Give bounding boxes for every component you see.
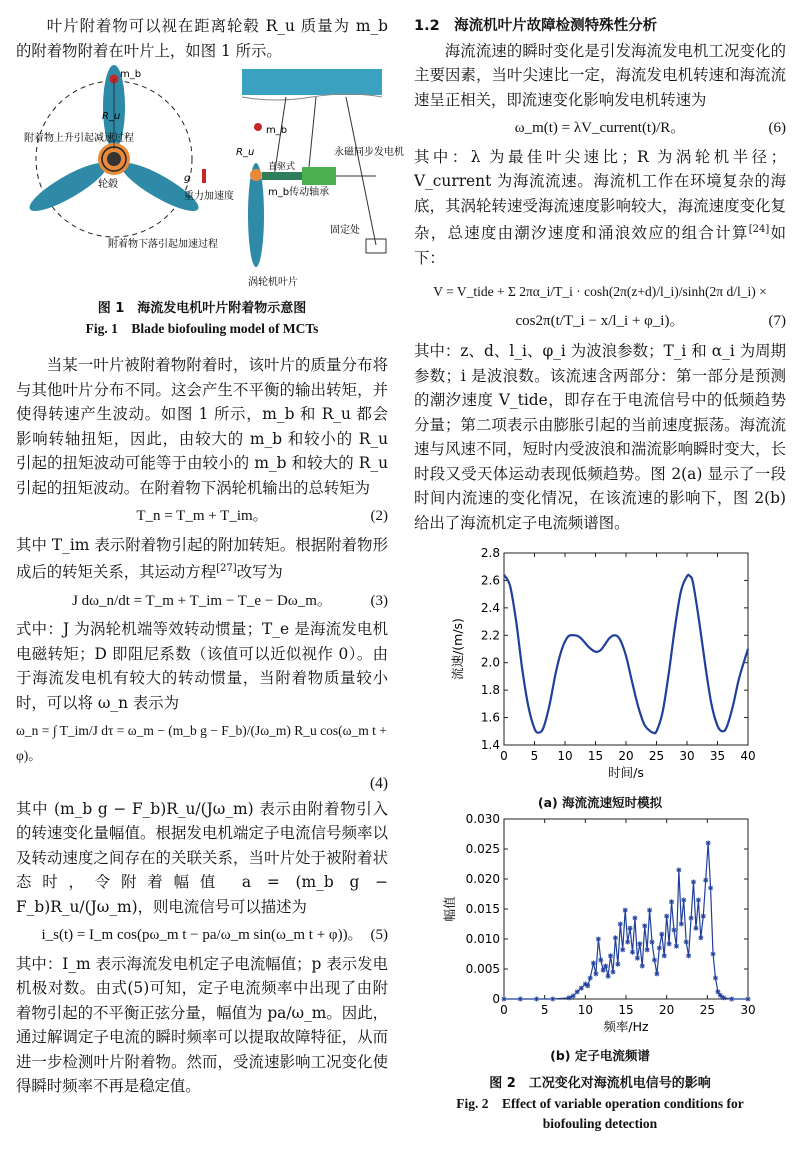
x-tick-label: 5 — [540, 1002, 549, 1017]
label-ru-side: R_u — [236, 147, 255, 158]
label-blade: 涡轮机叶片 — [248, 277, 298, 288]
data-point — [534, 996, 539, 1001]
data-point — [591, 960, 596, 965]
data-point — [691, 879, 696, 884]
x-tick-label: 30 — [679, 749, 695, 763]
data-point — [729, 996, 734, 1001]
data-point — [698, 935, 703, 940]
data-point — [610, 969, 615, 974]
y-tick-label: 0.020 — [465, 871, 500, 886]
y-tick-label: 0.030 — [465, 811, 500, 826]
data-point — [596, 936, 601, 941]
data-point — [657, 945, 662, 950]
equation-7b: cos2π(t/T_i − x/l_i + φ_i)。 (7) — [515, 312, 786, 329]
data-point — [588, 975, 593, 980]
label-up: 附着物上升引起减速过程 — [24, 133, 134, 144]
data-point — [603, 963, 608, 968]
data-point — [689, 915, 694, 920]
data-point — [681, 897, 686, 902]
data-point — [679, 921, 684, 926]
label-direct: 直驱式 — [268, 162, 296, 172]
equation-7a: V = V_tide + Σ 2πα_i/T_i · cosh(2π(z+d)/l_i)/sinh(2π d/l_i) × — [433, 284, 767, 299]
y-axis-label: 流速/(m/s) — [450, 618, 465, 680]
label-g: g — [184, 173, 191, 184]
data-point — [608, 953, 613, 958]
data-point — [601, 967, 606, 972]
figure-2 — [414, 545, 786, 1134]
y-tick-label: 0.005 — [465, 961, 500, 976]
figure-1-caption-en: Fig. 1 Blade biofouling model of MCTs — [85, 321, 319, 336]
data-point — [708, 885, 713, 890]
paragraph: 其中：z、d、l_i、φ_i 为波浪参数；T_i 和 α_i 为周期参数；i 是波浪数。该流速含两部分：第一部分是预测的潮汐速度 V_tide，即存在于电流信号中的低频趋势分量；第二项表示由膨胀引起的当前速度振荡。海流流速与风速不同，短时内受波浪和湍流影响瞬时变大，长时段又受天体运动表现低频趋势。图 2(a) 显示了一段时间内流速的变化情况，在该流速的影响下，图 2(b) 给出了海流机定子电流频谱图。 — [414, 342, 786, 532]
series-line — [504, 575, 748, 733]
y-tick-label: 2.2 — [480, 628, 500, 643]
figure-1 — [16, 67, 404, 295]
chart-flow-velocity — [414, 545, 786, 791]
data-point — [686, 953, 691, 958]
paragraph: 其中：I_m 表示海流发电机定子电流幅值；p 表示发电机极对数。由式(5)可知，定子电流频率中出现了由附着物引起的不平衡正弦分量，幅值为 pa/ω_m。因此，通过解调定子电流的瞬时频率可以提取故障特征，从而进一步检测叶片附着物。然而，受流速影响工况变化使得瞬时频率不再是稳定值。 — [16, 954, 388, 1095]
data-point — [713, 975, 718, 980]
data-point — [746, 996, 751, 1001]
data-point — [721, 995, 726, 1000]
data-point — [674, 943, 679, 948]
equation-3: J dω_n/dt = T_m + T_im − T_e − Dω_m。 (3) — [72, 592, 388, 609]
paragraph: 海流流速的瞬时变化是引发海流发电机工况变化的主要因素，当叶尖速比一定，海流发电机转速和海流流速呈正相关，即流速变化影响发电机转速为 — [414, 41, 786, 109]
label-fixed: 固定处 — [330, 225, 360, 236]
data-point — [598, 957, 603, 962]
left-column — [16, 14, 404, 1099]
label-mb-top: m_b — [120, 69, 142, 80]
data-point — [664, 913, 669, 918]
y-tick-label: 0.015 — [465, 901, 500, 916]
data-point — [571, 993, 576, 998]
paragraph: 其中 T_im 表示附着物引起的附加转矩。根据附着物形成后的转矩关系，其运动方程[27]改写为 — [16, 535, 388, 581]
x-tick-label: 0 — [500, 1002, 508, 1017]
data-point — [593, 971, 598, 976]
data-point — [502, 996, 507, 1001]
x-tick-label: 30 — [740, 1002, 756, 1017]
data-point — [625, 939, 630, 944]
data-point — [613, 935, 618, 940]
data-point — [618, 921, 623, 926]
data-point — [575, 989, 580, 994]
equation-4-number: (4) — [370, 775, 388, 792]
data-point — [637, 941, 642, 946]
paragraph: 叶片附着物可以视在距离轮毂 R_u 质量为 m_b 的附着物附着在叶片上，如图 1 所示。 — [16, 17, 388, 60]
data-point — [628, 925, 633, 930]
label-shaft: m_b传动轴承 — [268, 187, 330, 198]
data-point — [635, 955, 640, 960]
x-axis-label: 频率/Hz — [603, 1018, 649, 1034]
data-point — [630, 949, 635, 954]
y-tick-label: 0.010 — [465, 931, 500, 946]
data-point — [579, 985, 584, 990]
data-point — [703, 877, 708, 882]
y-tick-label: 2.4 — [480, 600, 500, 615]
equation-4: ω_n = ∫ T_im/J dτ = ω_m − (m_b g − F_b)/(Jω_m) R_u cos(ω_m t + φ)。 — [16, 723, 387, 763]
x-tick-label: 25 — [699, 1002, 715, 1017]
x-tick-label: 0 — [500, 749, 508, 763]
x-axis-label: 时间/s — [608, 765, 644, 780]
equation-2: T_n = T_m + T_im。 (2) — [136, 508, 388, 524]
data-point — [632, 915, 637, 920]
paragraph: 当某一叶片被附着物附着时，该叶片的质量分布将与其他叶片分布不同。这会产生不平衡的输出转矩，并使得转速产生波动。如图 1 所示，m_b 和 R_u 都会影响转轴扭矩，因此，由较大的 m_b 和较小的 R_u 引起的扭矩波动可能等于由较小的 m_b 和较大的 R_u 引起的扭矩波动。在附着物下涡轮机输出的总转矩为 — [16, 356, 388, 497]
data-point — [647, 907, 652, 912]
data-point — [715, 989, 720, 994]
x-tick-label: 20 — [618, 749, 634, 763]
label-hub: 轮毂 — [98, 179, 118, 190]
label-ru: R_u — [102, 111, 121, 122]
y-tick-label: 2.8 — [480, 546, 500, 560]
plot-frame — [504, 553, 748, 745]
label-down: 附着物下落引起加速过程 — [108, 239, 218, 250]
data-point — [671, 927, 676, 932]
data-point — [667, 941, 672, 946]
x-tick-label: 25 — [648, 749, 665, 763]
figure-2-caption-en-1: Fig. 2 Effect of variable operation conditions for — [456, 1096, 744, 1111]
data-point — [652, 957, 657, 962]
data-point — [585, 983, 590, 988]
data-point — [718, 992, 723, 997]
y-tick-label: 1.8 — [480, 683, 500, 698]
data-point — [693, 925, 698, 930]
equation-5: i_s(t) = I_m cos(pω_m t − pa/ω_m sin(ω_m t + φ))。 (5) — [41, 927, 388, 943]
x-tick-label: 5 — [530, 749, 539, 763]
figure-2-caption-en-2: biofouling detection — [542, 1116, 658, 1131]
y-tick-label: 1.4 — [480, 738, 500, 752]
data-point — [696, 897, 701, 902]
paragraph: 式中：J 为涡轮机端等效转动惯量；T_e 是海流发电机电磁转矩；D 即阻尼系数（该值可以近似视作 0）。由于海流发电机有较大的转动惯量，当附着物质量较小时，可以将 ω_n 表示为 — [16, 620, 388, 712]
data-point — [706, 840, 711, 845]
x-tick-label: 35 — [709, 749, 726, 763]
chart-a-title: (a) 海流流速短时模拟 — [537, 794, 663, 810]
chart-b-title: (b) 定子电流频谱 — [550, 1048, 650, 1063]
data-point — [623, 907, 628, 912]
equation-6: ω_m(t) = λV_current(t)/R。 (6) — [514, 120, 786, 136]
y-tick-label: 1.6 — [480, 710, 500, 725]
x-tick-label: 15 — [618, 1002, 634, 1017]
paragraph: 其中 (m_b g − F_b)R_u/(Jω_m) 表示由附着物引入的转速变化量幅值。根据发电机端定子电流信号频率以及转动速度之间存在的关联关系，当叶片处于被附着状态时，令附着幅值 a = (m_b g − F_b)R_u/(Jω_m)，则电流信号可以描述为 — [16, 799, 388, 916]
data-point — [654, 971, 659, 976]
data-point — [711, 951, 716, 956]
data-point — [650, 939, 655, 944]
data-point — [701, 913, 706, 918]
label-pmsg: 永磁同步发电机 — [334, 147, 404, 158]
data-point — [662, 953, 667, 958]
paragraph: 其中：λ 为最佳叶尖速比；R 为涡轮机半径；V_current 为海流流速。海流机工作在环境复杂的海底，其涡轮转速受海流速度影响较大，海流速度变化复杂，总速度由潮汐速度和涌浪效应的组合计算[24]如下： — [414, 147, 786, 267]
data-point — [645, 947, 650, 952]
right-column — [414, 14, 786, 1134]
data-point — [518, 996, 523, 1001]
y-tick-label: 2.6 — [480, 573, 500, 588]
x-tick-label: 20 — [659, 1002, 675, 1017]
data-point — [615, 961, 620, 966]
data-point — [620, 947, 625, 952]
figure-1-illustration — [16, 67, 404, 295]
y-tick-label: 0 — [492, 991, 500, 1006]
figure-2-caption-cn: 图 2 工况变化对海流机电信号的影响 — [489, 1076, 711, 1091]
chart-current-spectrum — [414, 813, 786, 1045]
section-title: 1.2 海流机叶片故障检测特殊性分析 — [414, 18, 658, 34]
x-tick-label: 10 — [577, 1002, 593, 1017]
x-tick-label: 10 — [557, 749, 573, 763]
label-gravity: 重力加速度 — [184, 191, 234, 202]
series-line — [504, 843, 748, 999]
data-point — [606, 973, 611, 978]
data-point — [640, 963, 645, 968]
x-tick-label: 15 — [587, 749, 604, 763]
data-point — [550, 996, 555, 1001]
data-point — [659, 931, 664, 936]
label-mb-side: m_b — [266, 125, 288, 136]
data-point — [642, 923, 647, 928]
data-point — [684, 939, 689, 944]
figure-1-caption-cn: 图 1 海流发电机叶片附着物示意图 — [97, 301, 307, 316]
y-tick-label: 2.0 — [480, 655, 500, 670]
x-tick-label: 40 — [740, 749, 756, 763]
data-point — [669, 899, 674, 904]
data-point — [676, 867, 681, 872]
y-axis-label: 幅值 — [442, 895, 457, 922]
y-tick-label: 0.025 — [465, 841, 500, 856]
